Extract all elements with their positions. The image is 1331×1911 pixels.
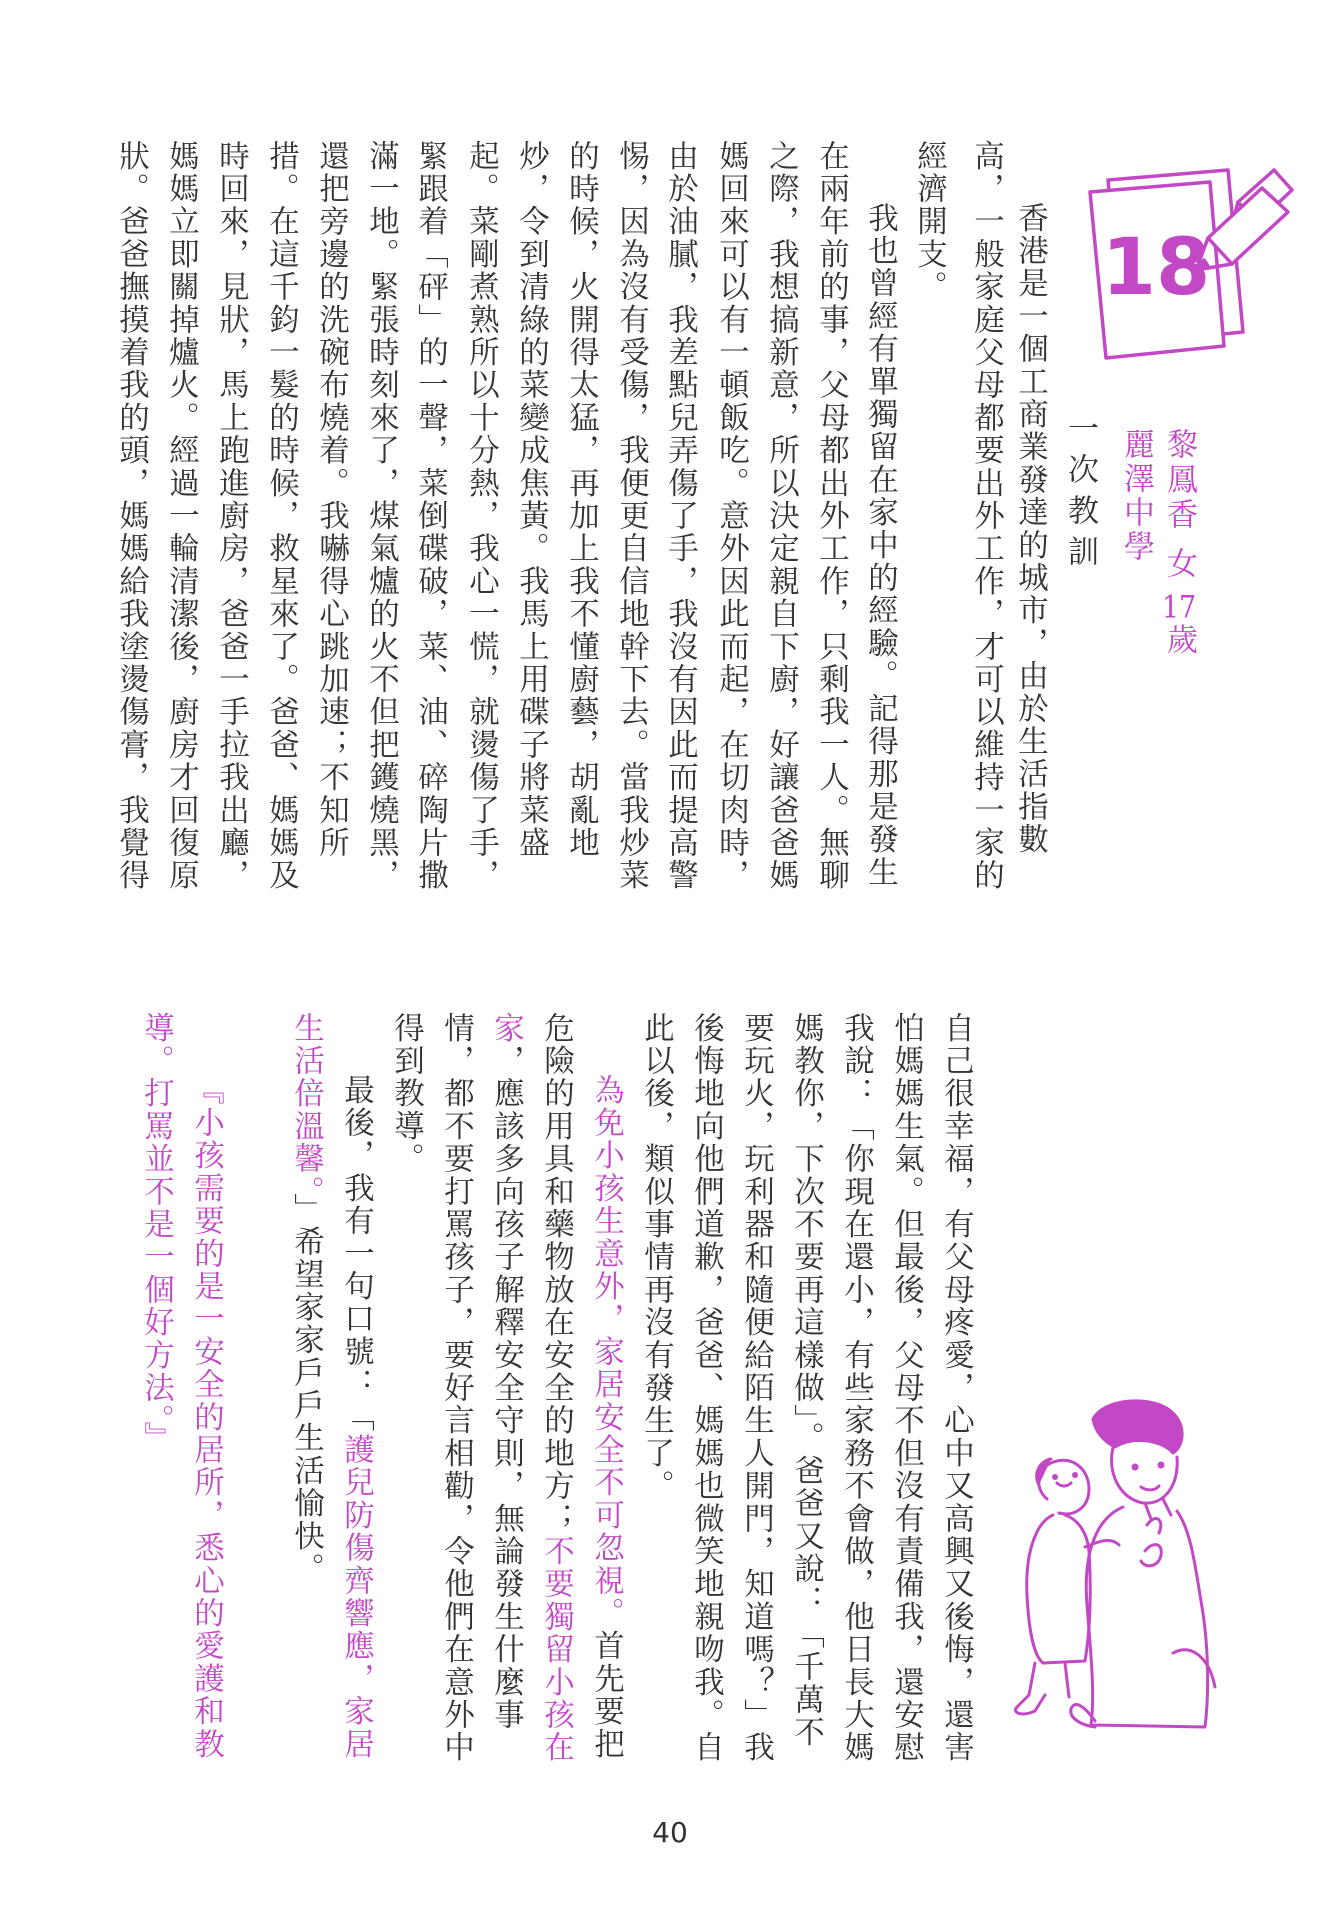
text-column: 緊跟着「砰」的一聲，菜倒碟破，菜、油、碎陶片撒: [412, 140, 448, 893]
text-highlight: 不要獨留小孩在: [538, 1535, 574, 1765]
number-emblem: [1078, 162, 1296, 362]
text-column: 情，都不要打罵孩子，要好言相勸，令他們在意外中: [438, 1012, 474, 1765]
essay-title: 一次教訓: [1062, 412, 1098, 576]
text-column: 措。在這千鈞一髮的時候，救星來了。爸爸、媽媽及: [263, 140, 299, 893]
text-column: 滿一地。緊張時刻來了，煤氣爐的火不但把鑊燒黑，: [363, 140, 399, 893]
text-column: 經濟開支。: [911, 140, 947, 304]
text-column: 由於油膩，我差點兒弄傷了手，我沒有因此而提高警: [662, 140, 698, 893]
text-column: 危險的用具和藥物放在安全的地方；不要獨留小孩在: [538, 1012, 574, 1765]
text-column: 還把旁邊的洗碗布燒着。我嚇得心跳加速；不知所: [313, 140, 349, 860]
text-column: 我說：「你現在還小，有些家務不會做，他日長大媽: [838, 1012, 874, 1765]
text-column: 要玩火，玩利器和隨便給陌生人開門，知道嗎？」我: [738, 1012, 774, 1765]
mother-child-illustration: [995, 1395, 1225, 1740]
emblem-number: 18: [1101, 223, 1211, 313]
text-highlight: 護兒防傷齊響應，家居: [338, 1433, 374, 1761]
author-name: 黎鳳香: [1161, 428, 1197, 533]
page-number: 40: [652, 1816, 688, 1849]
text-column: 後悔地向他們道歉，爸爸、媽媽也微笑地親吻我。自: [688, 1012, 724, 1765]
author-age: 17: [1161, 592, 1197, 624]
text-column: 最後，我有一句口號：「護兒防傷齊響應，家居: [338, 1074, 374, 1761]
text-column: 時回來，見狀，馬上跑進廚房，爸爸一手拉我出廳，: [213, 140, 249, 893]
text-column: 之際，我想搞新意，所以決定親自下廚，好讓爸爸媽: [763, 140, 799, 893]
author-school: 麗澤中學: [1118, 428, 1154, 564]
author-gender: 女: [1161, 547, 1197, 581]
text-column: 怕媽媽生氣。但最後，父母不但沒有責備我，還安慰: [888, 1012, 924, 1765]
text-column: 媽媽立即關掉爐火。經過一輪清潔後，廚房才回復原: [163, 140, 199, 893]
author-info: [1161, 428, 1197, 657]
text-column: 起。菜剛煮熟所以十分熱，我心一慌，就燙傷了手，: [463, 140, 499, 893]
text-column: 得到教導。: [388, 1012, 424, 1176]
text-highlight: 生活倍溫馨。: [288, 1012, 324, 1193]
text-column: 高，一般家庭父母都要出外工作，才可以維持一家的: [968, 140, 1004, 893]
text-highlight: 家: [488, 1012, 524, 1045]
text-column: 在兩年前的事，父母都出外工作，只剩我一人。無聊: [813, 140, 849, 893]
text-column: 媽回來可以有一頓飯吃。意外因此而起，在切肉時，: [713, 140, 749, 893]
text-column: 『小孩需要的是一安全的居所，悉心的愛護和教: [188, 1074, 224, 1761]
text-column: 香港是一個工商業發達的城市，由於生活指數: [1012, 202, 1048, 856]
text-column: 惕，因為沒有受傷，我便更自信地幹下去。當我炒菜: [613, 140, 649, 893]
text-column: 此以後，類似事情再沒有發生了。: [638, 1012, 674, 1503]
author-age-suffix: 歲: [1161, 623, 1197, 657]
text-column: 炒，令到清綠的菜變成焦黃。我馬上用碟子將菜盛: [513, 140, 549, 860]
text-column: 我也曾經有單獨留在家中的經驗。記得那是發生: [862, 202, 898, 889]
text-column: 媽教你，下次不要再這樣做」。爸爸又說：「千萬不: [788, 1012, 824, 1749]
text-highlight: 為免小孩生意外，家居安全不可忽視。: [588, 1074, 624, 1630]
text-column: 狀。爸爸撫摸着我的頭，媽媽給我塗燙傷膏，我覺得: [113, 140, 149, 893]
text-column: 導。打罵並不是一個好方法。』: [138, 1012, 174, 1455]
text-column: 自己很幸福，有父母疼愛，心中又高興又後悔，還害: [938, 1012, 974, 1765]
text-column: 生活倍溫馨。」希望家家戶戶生活愉快。: [288, 1012, 324, 1586]
text-column: 的時候，火開得太猛，再加上我不懂廚藝，胡亂地: [563, 140, 599, 860]
text-column: 家，應該多向孩子解釋安全守則，無論發生什麼事: [488, 1012, 524, 1732]
text-column: 為免小孩生意外，家居安全不可忽視。首先要把: [588, 1074, 624, 1761]
